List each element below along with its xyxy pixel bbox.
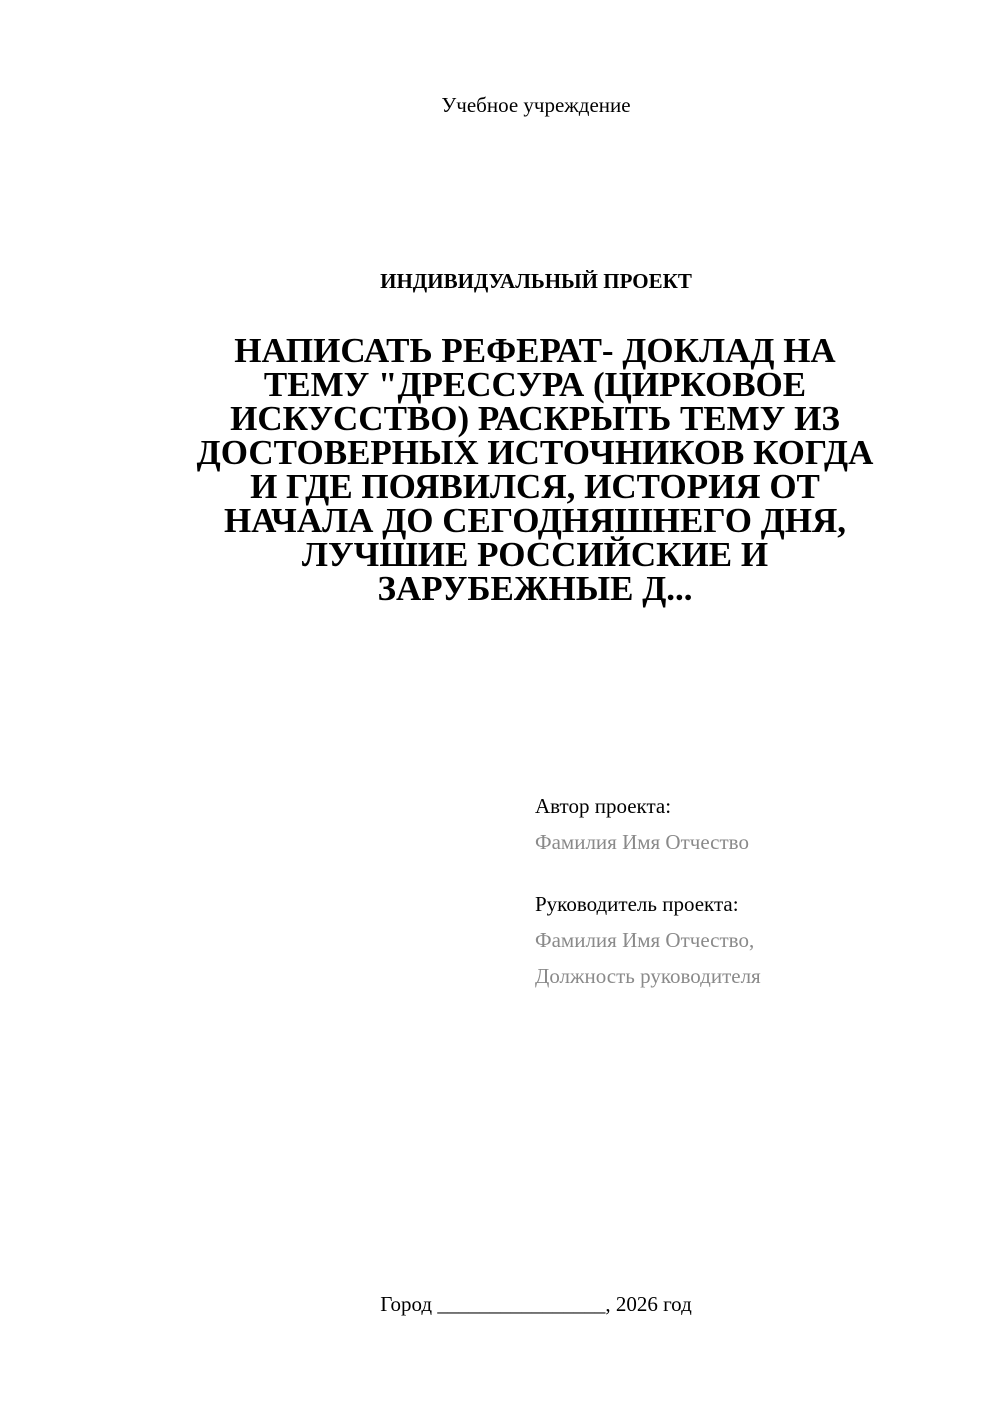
title-line: ИСКУССТВО) РАСКРЫТЬ ТЕМУ ИЗ [230, 399, 840, 438]
author-block [535, 788, 955, 860]
title-line: ТЕМУ "ДРЕССУРА (ЦИРКОВОЕ [263, 365, 807, 404]
author-label: Автор проекта: [535, 794, 672, 818]
title-line: И ГДЕ ПОЯВИЛСЯ, ИСТОРИЯ ОТ [250, 467, 820, 506]
supervisor-position: Должность руководителя [535, 964, 761, 988]
supervisor-block [535, 886, 955, 994]
title-line: ЗАРУБЕЖНЫЕ Д... [377, 569, 693, 608]
title-line: ЛУЧШИЕ РОССИЙСКИЕ И [301, 535, 769, 574]
author-name: Фамилия Имя Отчество [535, 830, 749, 854]
supervisor-name: Фамилия Имя Отчество, [535, 928, 755, 952]
city-year-line: Город ________________, 2026 год [380, 1292, 692, 1316]
project-title [155, 331, 915, 608]
title-line: НАПИСАТЬ РЕФЕРАТ- ДОКЛАД НА [234, 331, 836, 370]
project-kind: ИНДИВИДУАЛЬНЫЙ ПРОЕКТ [380, 269, 692, 293]
institution-name: Учебное учреждение [441, 93, 631, 117]
supervisor-label: Руководитель проекта: [535, 892, 739, 916]
title-line: НАЧАЛА ДО СЕГОДНЯШНЕГО ДНЯ, [223, 501, 847, 540]
credits-block [535, 788, 955, 1020]
title-line: ДОСТОВЕРНЫХ ИСТОЧНИКОВ КОГДА [196, 433, 874, 472]
